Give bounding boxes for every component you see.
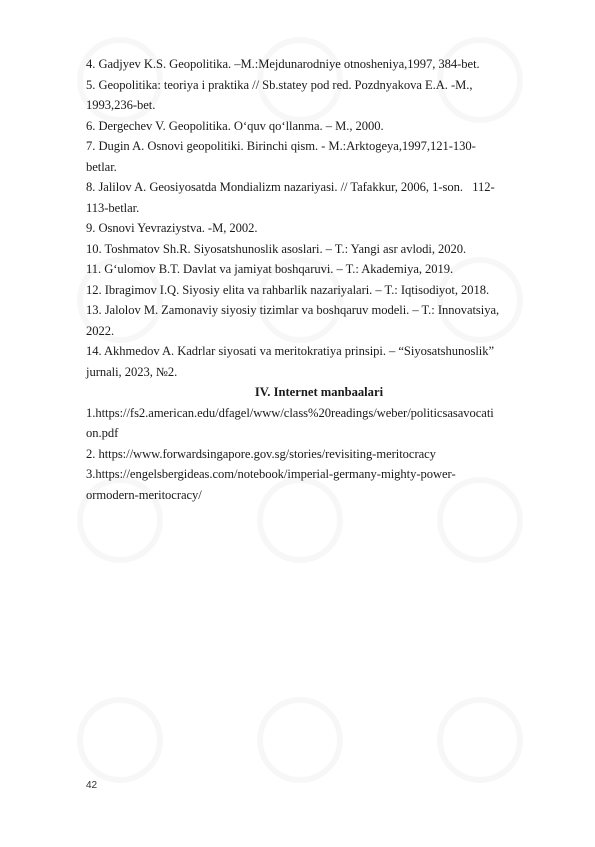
reference-item xyxy=(86,341,552,382)
reference-line: 13. Jalolov M. Zamonaviy siyosiy tizimlar va boshqaruv modeli. – T.: Innovatsiya, xyxy=(86,303,500,317)
reference-line: 9. Osnovi Yevraziystva. -M, 2002. xyxy=(86,221,258,235)
reference-line: 8. Jalilov A. Geosiyosatda Mondializm nazariyasi. // Tafakkur, 2006, 1-son. 112- xyxy=(86,180,495,194)
page-number: 42 xyxy=(86,780,98,791)
reference-item xyxy=(86,54,552,75)
reference-line: 14. Akhmedov A. Kadrlar siyosati va meritokratiya prinsipi. – “Siyosatshunoslik” xyxy=(86,344,495,358)
reference-line: 5. Geopolitika: teoriya i praktika // Sb.statey pod red. Pozdnyakova E.A. -M., xyxy=(86,77,473,92)
reference-item xyxy=(86,116,552,137)
reference-line: 2022. xyxy=(86,323,115,338)
reference-item xyxy=(86,75,552,116)
reference-item xyxy=(86,177,552,218)
reference-line: jurnali, 2023, №2. xyxy=(86,364,178,379)
reference-line: 6. Dergechev V. Geopolitika. O‘quv qo‘llanma. – M., 2000. xyxy=(86,118,384,133)
reference-list xyxy=(86,54,552,382)
reference-line: 10. Toshmatov Sh.R. Siyosatshunoslik asoslari. – T.: Yangi asr avlodi, 2020. xyxy=(86,241,467,256)
reference-line: 12. Ibragimov I.Q. Siyosiy elita va rahbarlik nazariyalari. – T.: Iqtisodiyot, 2018. xyxy=(86,282,490,297)
internet-source-list xyxy=(86,403,552,506)
reference-item xyxy=(86,239,552,260)
reference-item xyxy=(86,300,552,341)
reference-line: 1993,236-bet. xyxy=(86,98,156,112)
source-link-line[interactable]: 2. https://www.forwardsingapore.gov.sg/stories/revisiting-meritocracy xyxy=(86,446,436,461)
reference-line: 113-betlar. xyxy=(86,200,140,215)
reference-item xyxy=(86,218,552,239)
reference-item xyxy=(86,280,552,301)
source-link-line[interactable]: on.pdf xyxy=(86,426,119,440)
source-link-line[interactable]: ormodern-meritocracy/ xyxy=(86,487,202,502)
internet-source-item xyxy=(86,444,552,465)
source-link-line[interactable]: 1.https://fs2.american.edu/dfagel/www/class%20readings/weber/politicsasavocati xyxy=(86,405,494,420)
document-page xyxy=(86,54,552,505)
internet-source-item xyxy=(86,403,552,444)
reference-line: betlar. xyxy=(86,159,117,174)
reference-line: 11. G‘ulomov B.T. Davlat va jamiyat boshqaruvi. – T.: Akademiya, 2019. xyxy=(86,262,454,276)
reference-line: 4. Gadjyev K.S. Geopolitika. –M.:Mejdunarodniye otnosheniya,1997, 384-bet. xyxy=(86,57,480,71)
reference-item xyxy=(86,259,552,280)
internet-source-item xyxy=(86,464,552,505)
reference-item xyxy=(86,136,552,177)
reference-line: 7. Dugin A. Osnovi geopolitiki. Birinchi qism. - M.:Arktogeya,1997,121-130- xyxy=(86,139,476,153)
section-heading: IV. Internet manbaalari xyxy=(254,385,384,399)
source-link-line[interactable]: 3.https://engelsbergideas.com/notebook/imperial-germany-mighty-power- xyxy=(86,467,456,481)
